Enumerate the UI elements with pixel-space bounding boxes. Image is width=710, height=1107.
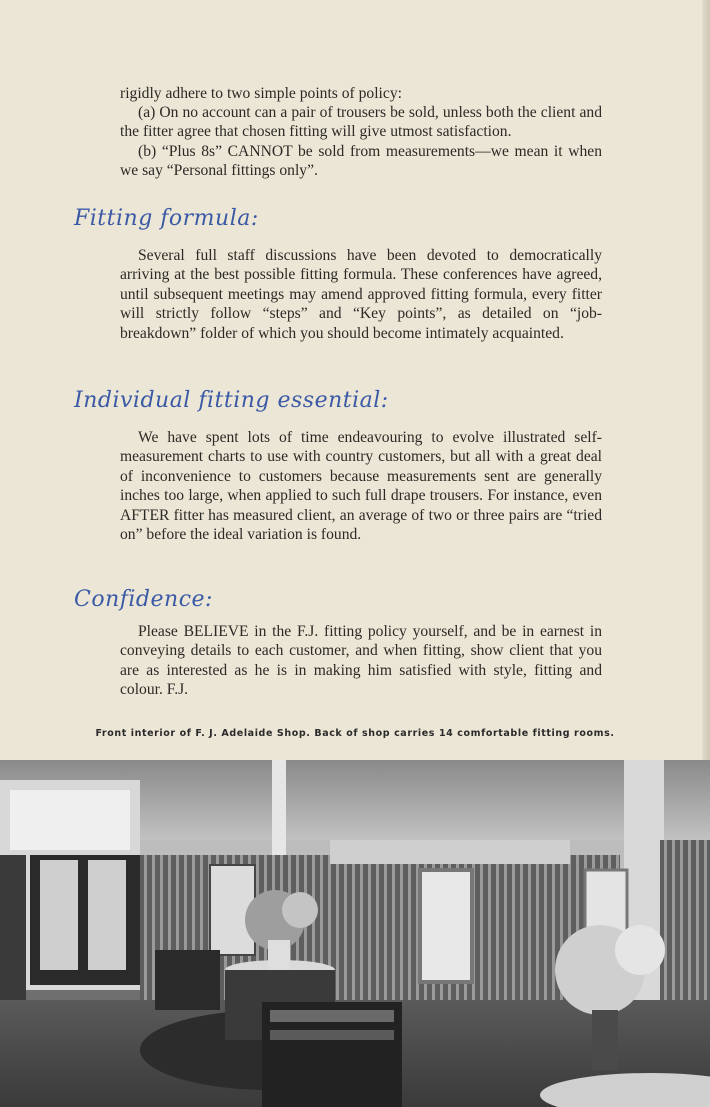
- page-edge: [702, 0, 710, 760]
- policy-point-a: (a) On no account can a pair of trousers be sold, unless both the client and the fitter agree that chosen fitting will give utmost satisfaction.: [120, 104, 602, 141]
- policy-point-b: (b) “Plus 8s” CANNOT be sold from measurements—we mean it when we say “Personal fittings only”.: [120, 142, 602, 179]
- section-body: We have spent lots of time endeavouring to evolve illustrated self-measurement charts to use with country customers, but all with a great deal of inconvenience to customers because measurements sent are generally inches too large, when applied to such full drape trousers. For instance, even AFTER fitter has measured client, an average of two or three pairs are “tried on” before the ideal variation is found.: [120, 429, 602, 544]
- heading-confidence: Confidence:: [74, 587, 213, 612]
- shop-interior-illustration: [0, 760, 710, 1107]
- section-confidence: [120, 622, 602, 700]
- section-individual-fitting: [120, 428, 602, 544]
- intro-line: rigidly adhere to two simple points of policy:: [120, 85, 402, 102]
- section-fitting-formula: [120, 246, 602, 343]
- intro-text: [120, 84, 602, 180]
- heading-individual-fitting: Individual fitting essential:: [74, 388, 389, 413]
- section-body: Please BELIEVE in the F.J. fitting policy yourself, and be in earnest in conveying details to each customer, and when fitting, show client that you are as interested as he is in making him satisfied with style, fitting and colour. F.J.: [120, 623, 602, 699]
- shop-interior-photo: [0, 760, 710, 1107]
- photo-caption: Front interior of F. J. Adelaide Shop. Back of shop carries 14 comfortable fitting rooms.: [95, 728, 615, 739]
- heading-fitting-formula: Fitting formula:: [74, 206, 259, 231]
- section-body: Several full staff discussions have been devoted to democratically arriving at the best possible fitting formula. These conferences have agreed, until subsequent meetings may amend approved fitting formula, every fitter will strictly follow “steps” and “Key points”, as detailed on “job-breakdown” folder of which you should become intimately acquainted.: [120, 247, 602, 342]
